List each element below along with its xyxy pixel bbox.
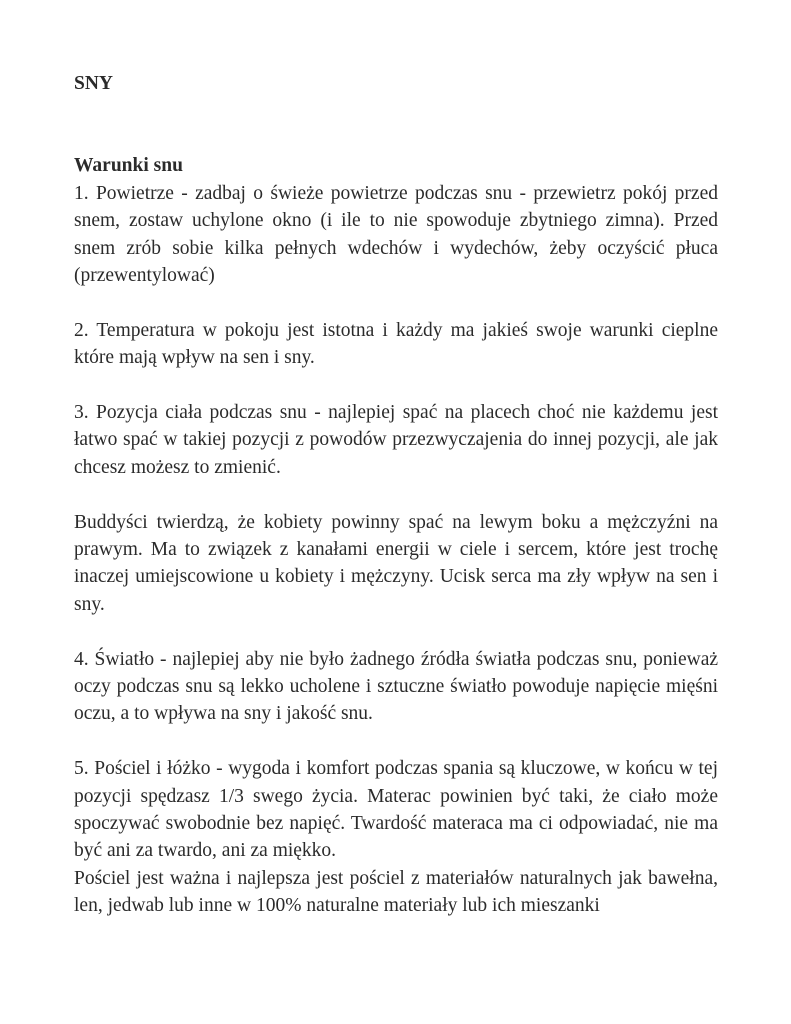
paragraph-gap [74, 481, 718, 508]
paragraph-air: 1. Powietrze - zadbaj o świeże powietrze podczas snu - przewietrz pokój przed snem, zostaw uchylone okno (i ile to nie spowoduje zbytniego zimna). Przed snem zrób sobie kilka pełnych wdechów i wydechów, żeby oczyścić płuca (przewentylować) [74, 182, 718, 286]
document-page [74, 70, 718, 920]
paragraph-bedding-materials: Pościel jest ważna i najlepsza jest pościel z materiałów naturalnych jak bawełna, len, jedwab lub inne w 100% naturalne materiały lub ich mieszanki [74, 867, 718, 917]
paragraph-gap [74, 372, 718, 399]
paragraph-temperature: 2. Temperatura w pokoju jest istotna i każdy ma jakieś swoje warunki cieplne które mają wpływ na sen i sny. [74, 319, 718, 369]
paragraph-gap [74, 618, 718, 645]
paragraph-bedding-and-bed: 5. Pościel i łóżko - wygoda i komfort podczas spania są kluczowe, w końcu w tej pozycji spędzasz 1/3 swego życia. Materac powinien być taki, że ciało może spoczywać swobodnie bez napięć. Twardość materaca ma ci odpowiadać, nie ma być ani za twardo, ani za miękko. [74, 758, 718, 862]
paragraph-light: 4. Światło - najlepiej aby nie było żadnego źródła światła podczas snu, ponieważ oczy podczas snu są lekko ucholene i sztuczne światło powoduje napięcie mięśni oczu, a to wpływa na sny i jakość snu. [74, 648, 718, 725]
document-title: SNY [74, 73, 114, 94]
paragraph-body-position: 3. Pozycja ciała podczas snu - najlepiej spać na placech choć nie każdemu jest łatwo spać w takiej pozycji z powodów przezwyczajenia do innej pozycji, ale jak chcesz możesz to zmienić. [74, 402, 718, 478]
paragraph-gap [74, 728, 718, 755]
section-heading: Warunki snu [74, 155, 183, 177]
paragraph-buddhists: Buddyści twierdzą, że kobiety powinny spać na lewym boku a mężczyźni na prawym. Ma to związek z kanałami energii w ciele i sercem, które jest trochę inaczej umiejscowione u kobiety i mężczyny. Ucisk serca ma zły wpływ na sen i sny. [74, 511, 718, 615]
paragraph-gap [74, 289, 718, 316]
